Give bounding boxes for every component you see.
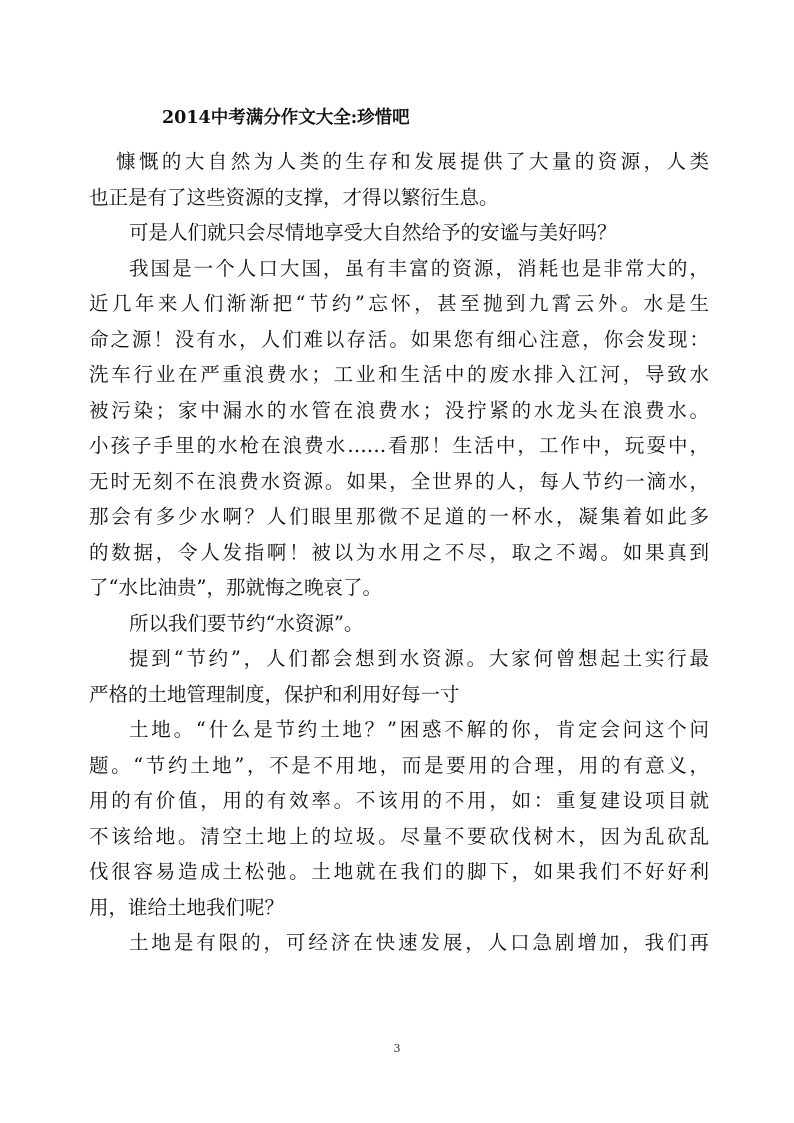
text-line: 题。“节约土地”，不是不用地，而是要用的合理，用的有意义， <box>89 753 709 777</box>
text-line: 用的有价值，用的有效率。不该用的不用，如：重复建设项目就 <box>89 789 709 812</box>
text-line: 土地。“什么是节约土地？”困惑不解的你，肯定会问这个问 <box>129 718 709 741</box>
text-line: 小孩子手里的水枪在浪费水……看那！生活中，工作中，玩耍中， <box>89 434 709 457</box>
text-line: 所以我们要节约“水资源”。 <box>129 611 364 635</box>
text-line: 可是人们就只会尽情地享受大自然给予的安谧与美好吗？ <box>129 221 617 244</box>
text-line: 无时无刻不在浪费水资源。如果，全世界的人，每人节约一滴水， <box>89 469 709 493</box>
text-line: 土地是有限的，可经济在快速发展，人口急剧增加，我们再 <box>129 931 709 954</box>
text-line: 慷慨的大自然为人类的生存和发展提供了大量的资源，人类 <box>116 150 709 173</box>
text-line: 了“水比油贵”，那就悔之晚哀了。 <box>89 576 382 599</box>
text-line: 洗车行业在严重浪费水；工业和生活中的废水排入江河，导致水 <box>89 363 709 386</box>
text-line: 那会有多少水啊？人们眼里那微不足道的一杯水，凝集着如此多 <box>89 505 709 528</box>
text-line: 近几年来人们渐渐把“节约”忘怀，甚至抛到九霄云外。水是生 <box>89 292 709 315</box>
text-line: 我国是一个人口大国，虽有丰富的资源，消耗也是非常大的， <box>129 256 709 280</box>
text-line: 严格的土地管理制度，保护和利用好每一寸 <box>89 682 460 706</box>
text-line: 的数据，令人发指啊！被以为水用之不尽，取之不竭。如果真到 <box>89 540 709 564</box>
text-line: 不该给地。清空土地上的垃圾。尽量不要砍伐树木，因为乱砍乱 <box>89 824 709 848</box>
text-line: 提到“节约”，人们都会想到水资源。大家何曾想起土实行最 <box>129 647 709 670</box>
text-line: 用，谁给土地我们呢？ <box>89 895 285 919</box>
essay-body <box>89 144 709 961</box>
text-line: 伐很容易造成土松弛。土地就在我们的脚下，如果我们不好好利 <box>89 860 709 883</box>
essay-title: 2014中考满分作文大全:珍惜吧 <box>162 108 410 128</box>
text-line: 命之源！没有水，人们难以存活。如果您有细心注意，你会发现： <box>89 327 709 351</box>
text-line: 也正是有了这些资源的支撑，才得以繁衍生息。 <box>89 185 499 209</box>
text-line: 被污染；家中漏水的水管在浪费水；没拧紧的水龙头在浪费水。 <box>89 398 709 422</box>
page-number: 3 <box>393 1042 401 1055</box>
